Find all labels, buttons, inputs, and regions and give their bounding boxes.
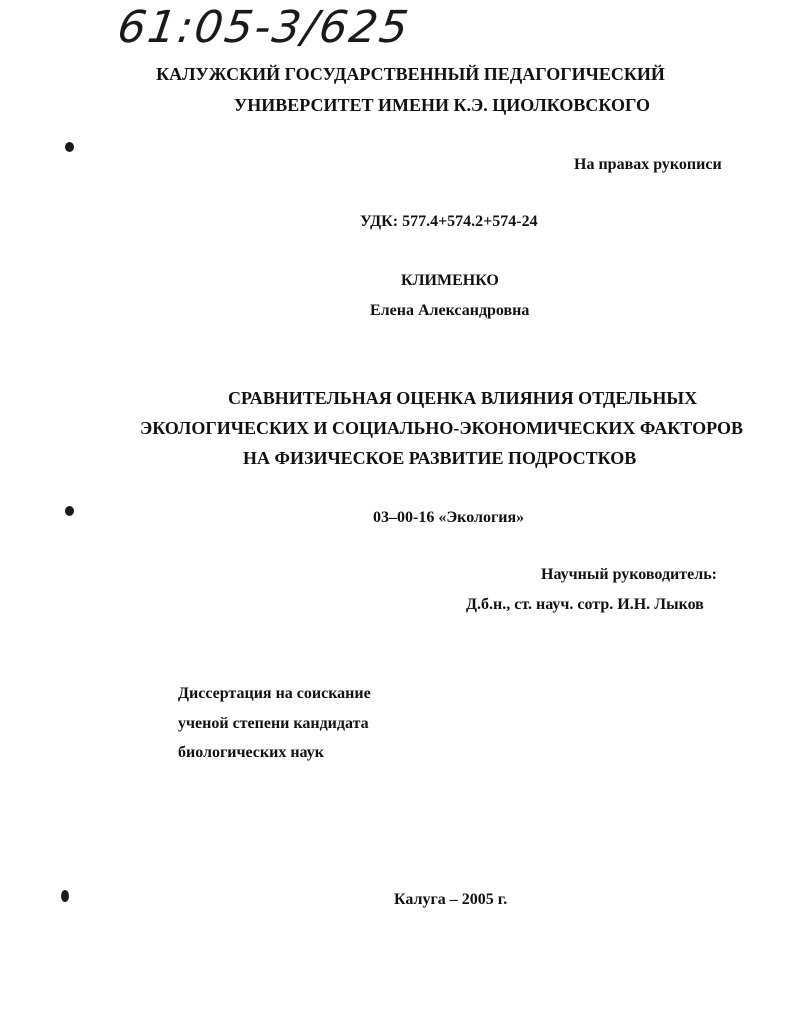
institution-line-1: КАЛУЖСКИЙ ГОСУДАРСТВЕННЫЙ ПЕДАГОГИЧЕСКИЙ <box>156 64 665 84</box>
binder-hole-mark <box>65 142 74 152</box>
udk-code: УДК: 577.4+574.2+574-24 <box>360 213 538 230</box>
place-and-year: Калуга – 2005 г. <box>394 891 508 908</box>
supervisor-name: Д.б.н., ст. науч. сотр. И.Н. Лыков <box>466 596 704 613</box>
author-given-names: Елена Александровна <box>370 302 530 319</box>
specialty-code: 03–00-16 «Экология» <box>373 509 525 526</box>
supervisor-heading: Научный руководитель: <box>541 566 717 583</box>
dissertation-line-2: ученой степени кандидата <box>178 715 369 732</box>
dissertation-line-3: биологических наук <box>178 744 324 761</box>
manuscript-note: На правах рукописи <box>574 156 722 173</box>
thesis-title-line-3: НА ФИЗИЧЕСКОЕ РАЗВИТИЕ ПОДРОСТКОВ <box>243 448 637 468</box>
binder-hole-mark <box>61 890 69 902</box>
thesis-title-line-2: ЭКОЛОГИЧЕСКИХ И СОЦИАЛЬНО-ЭКОНОМИЧЕСКИХ ФАКТОРОВ <box>140 418 743 438</box>
author-surname: КЛИМЕНКО <box>401 272 499 289</box>
binder-hole-mark <box>65 506 74 516</box>
dissertation-line-1: Диссертация на соискание <box>178 685 371 702</box>
thesis-title-line-1: СРАВНИТЕЛЬНАЯ ОЦЕНКА ВЛИЯНИЯ ОТДЕЛЬНЫХ <box>228 388 698 408</box>
institution-line-2-text: УНИВЕРСИТЕТ ИМЕНИ К.Э. ЦИОЛКОВСКОГО <box>234 95 650 115</box>
archive-number: 61:05-3/625 <box>114 2 414 53</box>
